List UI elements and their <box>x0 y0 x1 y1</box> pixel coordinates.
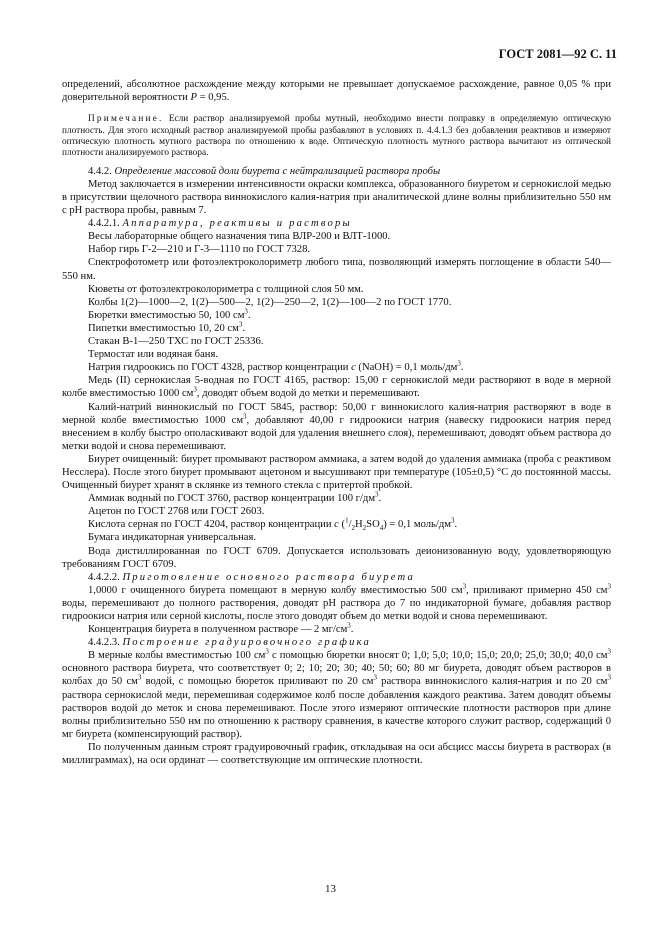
list-item: Медь (II) сернокислая 5-водная по ГОСТ 4165, раствор: 15,00 г сернокислой меди растворяют в воде в мерной колбе вместимостью 1000 $см^3$, доводят объем водой до метки и перемешивают. <box>62 375 611 400</box>
running-header: ГОСТ 2081—92 С. 11 <box>498 47 617 61</box>
list-item: Натрия гидроокись по ГОСТ 4328, раствор концентрации c (NaOH) = 0,1 моль/$дм^3$. <box>88 359 464 374</box>
section-4-4-2-heading: 4.4.2. Определение массовой доли биурета с нейтрализацией раствора пробы <box>88 165 441 177</box>
list-item: Колбы 1(2)—1000—2, 1(2)—500—2, 1(2)—250—2, 1(2)—100—2 по ГОСТ 1770. <box>88 296 452 308</box>
list-item: Бумага индикаторная универсальная. <box>88 532 257 544</box>
document-body <box>62 78 611 767</box>
section-4-4-2-1-heading: 4.4.2.1. Аппаратура, реактивы и растворы <box>88 218 352 230</box>
list-item: Набор гирь Г-2—210 и Г-3—1110 по ГОСТ 7328. <box>88 244 311 256</box>
note: Примечание. Если раствор анализируемой пробы мутный, необходимо внести поправку в определяемую оптическую плотность. Для этого исходный раствор анализируемой пробы разбавляют в условиях п. 4.4.1.3 без добавления реактивов и измеряют оптическую плотность мутного раствора по отношению к воде. Оптическую плотность мутного раствора вычитают из оптической плотности анализируемого раствора. <box>62 114 611 159</box>
list-item: Термостат или водяная баня. <box>88 349 218 361</box>
list-item: Аммиак водный по ГОСТ 3760, раствор концентрации 100 $г/дм^3$. <box>88 490 382 505</box>
page-number: 13 <box>325 883 336 895</box>
list-item: Весы лабораторные общего назначения типа ВЛР-200 и ВЛТ-1000. <box>88 231 391 243</box>
section-4-4-2-2-heading: 4.4.2.2. Приготовление основного раствора биурета <box>88 571 415 583</box>
list-item: Бюретки вместимостью 50, 100 $см^3$. <box>88 307 251 321</box>
paragraph-result: определений, абсолютное расхождение между которыми не превышает допускаемое расхождение, равное 0,05 % при доверительной вероятности P = 0,95. <box>62 79 611 104</box>
list-item: Ацетон по ГОСТ 2768 или ГОСТ 2603. <box>88 506 265 518</box>
method-paragraph: Метод заключается в измерении интенсивности окраски комплекса, образованного биуретом и сернокислой медью в присутствии щелочного раствора виннокислого калия-натрия при аналитической длине волны приблизительно 550 нм с pH раствора пробы, равным 7. <box>62 178 611 217</box>
note-label: Примечание. <box>88 114 164 125</box>
list-item: Кислота серная по ГОСТ 4204, раствор концентрации c $(^1/_2H_2SO_4) = 0,1$ моль/$дм^3$. <box>88 516 458 533</box>
list-item: В мерные колбы вместимостью 100 $см^3$ с помощью бюретки вносят 0; 1,0; 5,0; 10,0; 15,0; 20,0; 25,0; 30,0; 40,0 $см^3$ основного раствора биурета, что соответствует 0; 2; 10; 20; 30; 40; 50; 60; 80 мг биурета, доводят объем растворов в колбах до 50 $см^3$ водой, с помощью бюреток приливают по 20 $см^3$ раствора виннокислого калия-натрия и по 20 $см^3$ раствора сернокислой меди, перемешивая содержимое колб после добавления каждого реактива. Затем доводят объемы растворов водой до меток и снова перемешивают. После этого измеряют оптические плотности растворов при длине волны приблизительно 550 нм по отношению к раствору сравнения, в качестве которого служит раствор, содержащий 0 мг биурета (компенсирующий раствор). <box>62 647 611 740</box>
list-item: 1,0000 г очищенного биурета помещают в мерную колбу вместимостью 500 $см^3$, приливают примерно 450 $см^3$ воды, перемешивают до полного растворения, доводят pH раствора до 7 по индикаторной бумаге, добавляя раствор гидроокиси натрия или серной кислоты, после этого доводят объем до метки водой и снова перемешивают. <box>62 582 612 622</box>
list-item: Биурет очищенный: биурет промывают раствором аммиака, а затем водой до удаления аммиака (проба с реактивом Несслера). После этого биурет промывают ацетоном и высушивают при температуре (105±0,5) °С до постоянной массы. Очищенный биурет хранят в склянке из темного стекла с притертой пробкой. <box>62 453 611 492</box>
list-item: Концентрация биурета в полученном растворе — 2 $мг/см^3$. <box>88 621 354 636</box>
list-item: Стакан В-1—250 ТХС по ГОСТ 25336. <box>88 336 264 348</box>
list-item: Калий-натрий виннокислый по ГОСТ 5845, раствор: 50,00 г виннокислого калия-натрия растворяют в воде в мерной колбе вместимостью 1000 $см^3$, добавляют 40,00 г гидроокиси натрия (навеску гидроокиси натрия перед внесением в колбу быстро ополаскивают водой для удаления внешнего слоя), перемешивают, доводят объем раствора до метки водой и снова перемешивают. <box>62 401 611 452</box>
list-item: Кюветы от фотоэлектроколориметра с толщиной слоя 50 мм. <box>88 283 364 295</box>
list-item: Пипетки вместимостью 10, 20 $см^3$. <box>88 320 245 334</box>
section-4-4-2-3-heading: 4.4.2.3. Построение градуировочного графика <box>88 637 371 649</box>
list-item: Спектрофотометр или фотоэлектроколориметр любого типа, позволяющий измерять поглощение в области 540—550 нм. <box>62 257 611 282</box>
list-item: По полученным данным строят градуировочный график, откладывая на оси абсцисс массы биурета в растворах (в миллиграммах), на оси ординат — соответствующие им оптические плотности. <box>62 741 611 767</box>
list-item: Вода дистиллированная по ГОСТ 6709. Допускается использовать деионизованную воду, удовлетворяющую требованиям ГОСТ 6709. <box>62 545 611 570</box>
